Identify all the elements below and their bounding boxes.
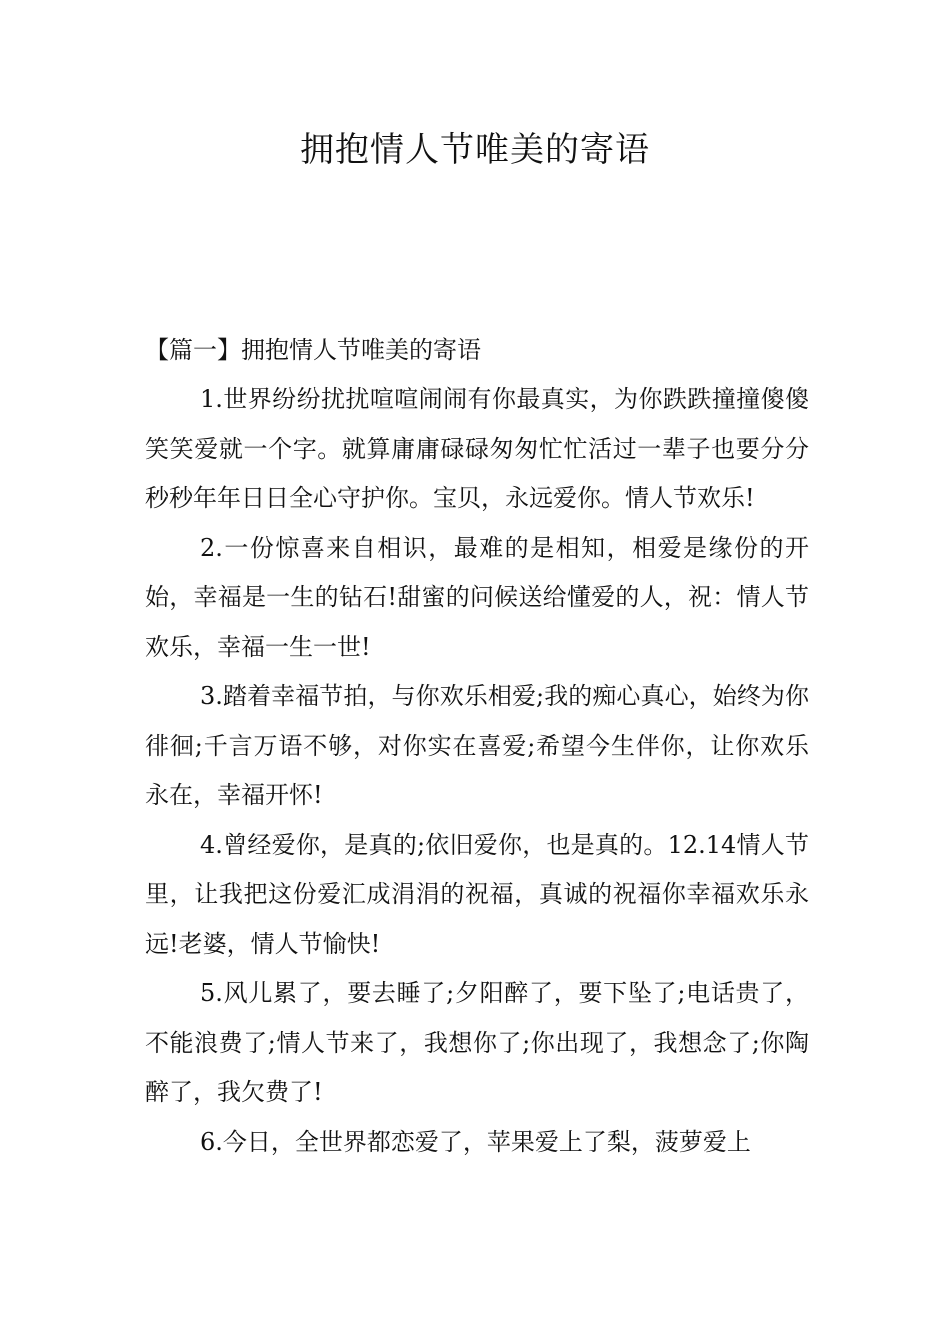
paragraph-4: 4.曾经爱你，是真的;依旧爱你，也是真的。12.14情人节里，让我把这份爱汇成涓涓的祝福，真诚的祝福你幸福欢乐永远!老婆，情人节愉快! (145, 830, 809, 958)
paragraph-1: 1.世界纷纷扰扰喧喧闹闹有你最真实，为你跌跌撞撞傻傻笑笑爱就一个字。就算庸庸碌碌匆匆忙忙活过一辈子也要分分秒秒年年日日全心守护你。宝贝，永远爱你。情人节欢乐! (145, 385, 809, 512)
paragraph-3: 3.踏着幸福节拍，与你欢乐相爱;我的痴心真心，始终为你徘徊;千言万语不够，对你实在喜爱;希望今生伴你，让你欢乐永在，幸福开怀! (145, 682, 809, 809)
paragraph-5: 5.风儿累了，要去睡了;夕阳醉了，要下坠了;电话贵了，不能浪费了;情人节来了，我想你了;你出现了，我想念了;你陶醉了，我欠费了! (145, 979, 809, 1106)
document-title: 拥抱情人节唯美的寄语 (300, 130, 650, 170)
paragraph-6: 6.今日，全世界都恋爱了，苹果爱上了梨，菠萝爱上 (200, 1127, 751, 1156)
section-heading: 【篇一】拥抱情人节唯美的寄语 (145, 336, 481, 364)
document-body (145, 326, 809, 1167)
paragraph-2: 2.一份惊喜来自相识，最难的是相知，相爱是缘份的开始，幸福是一生的钻石!甜蜜的问候送给懂爱的人，祝：情人节欢乐，幸福一生一世! (145, 533, 809, 661)
